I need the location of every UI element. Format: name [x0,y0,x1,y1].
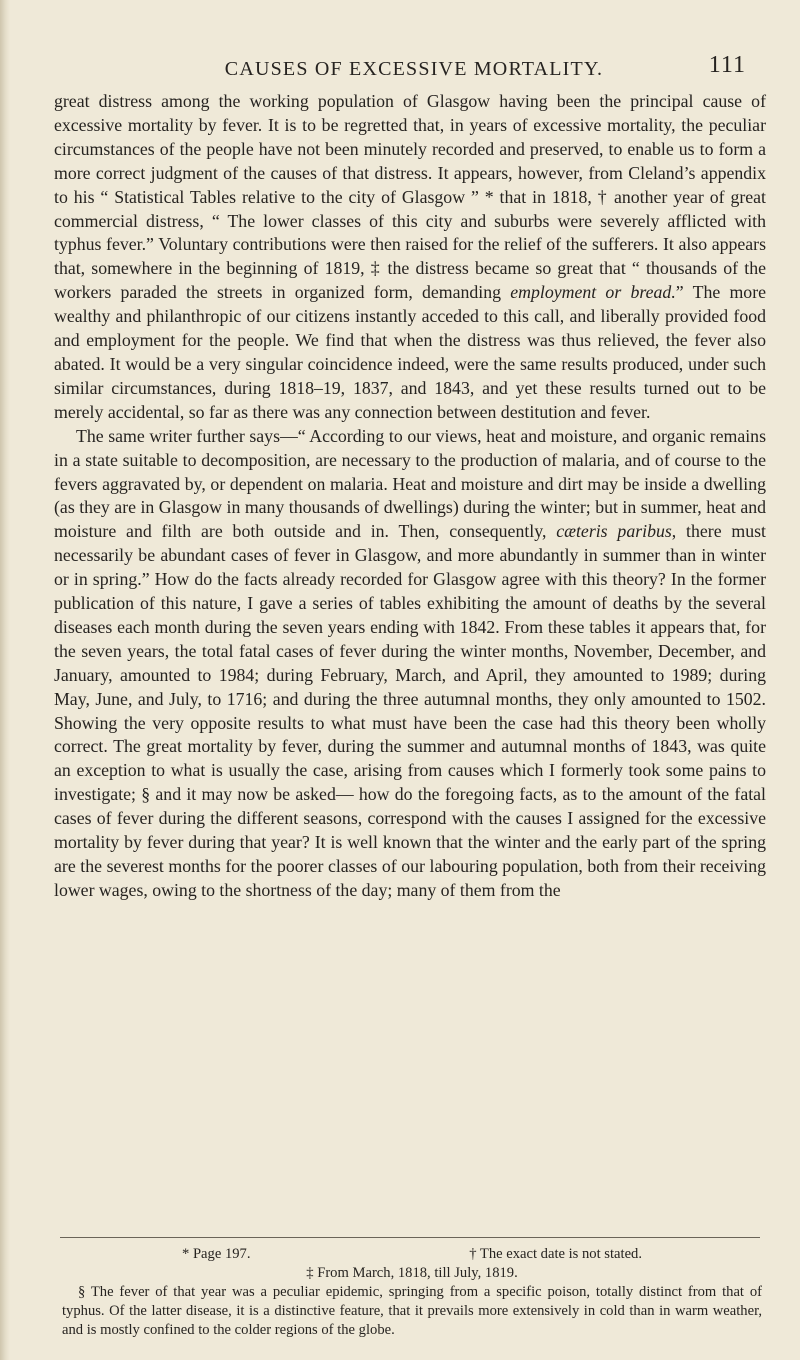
running-title: CAUSES OF EXCESSIVE MORTALITY. [224,58,604,80]
paragraph-2-italic-latin: cæteris paribus [556,521,672,542]
paragraph-2-text-b: , there must necessarily be abundant cases of fever in Glasgow, and more abundantly in summer than in winter or in spring.” How do the facts already recorded for Glasgow agree with this theory? In the former publication of this nature, I gave a series of tables exhibiting the amount of deaths by the several diseases each month during the seven years ending with 1842. From these tables it appears that, for the seven years, the total fatal cases of fever during the winter months, November, December, and January, amounted to 1984; during February, March, and April, they amounted to 1989; during May, June, and July, to 1716; and during the three autumnal months, they only amounted to 1502. Showing the very opposite results to what must have been the case had this theory been wholly correct. The great mortality by fever, during the summer and autumnal months of 1843, was quite an exception to what is usually the case, arising from causes which I formerly took some pains to investigate; § and it may now be asked— how do the foregoing facts, as to the amount of the fatal cases of fever during the different seasons, correspond with the causes I assigned for the excessive mortality by fever during that year? It is well known that the winter and the early part of the spring are the severest months for the poorer classes of our labouring population, both from their receiving lower wages, owing to the shortness of the day; many of them from the [54,521,767,900]
footnote-double-dagger: ‡ From March, 1818, till July, 1819. [306,1265,518,1281]
footnote-rule [60,1237,760,1238]
paragraph-1-italic-demand: employment or bread. [510,282,676,303]
footnote-row-1 [62,1245,762,1264]
page-edge-shadow [0,0,10,1360]
paragraph-1-text-b: ” The more wealthy and philanthropic of our citizens instantly acceded to this call, and liberally provided food and employment for the people. We find that when the distress was thus relieved, the fever also abated. It would be a very singular coincidence indeed, were the same results produced, under such similar circumstances, during 1818–19, 1837, and 1843, and yet these results turned out to be merely accidental, so far as there was any connection between destitution and fever. [54,282,767,422]
paragraph-2 [54,425,766,903]
paragraph-1-text-a: great distress among the working population of Glasgow having been the principal cause of excessive mortality by fever. It is to be regretted that, in years of excessive mortality, the peculiar circumstances of the people have not been minutely recorded and preserved, to enable us to form a more correct judgment of the causes of that distress. It appears, however, from Cleland’s appendix to his “ Statistical Tables relative to the city of Glasgow ” * that in 1818, † another year of great commercial distress, “ The lower classes of this city and suburbs were severely afflicted with typhus fever.” Voluntary contributions were then raised for the relief of the sufferers. It also appears that, somewhere in the beginning of 1819, ‡ the distress became so great that “ thousands of the workers paraded the streets in organized form, demanding [54,91,766,303]
footnotes [62,1245,762,1340]
footnote-dagger: † The exact date is not stated. [469,1246,642,1262]
paragraph-1 [54,90,766,425]
paragraph-2-text-a: The same writer further says—“ According to our views, heat and moisture, and organic remains in a state suitable to decomposition, are necessary to the production of malaria, and of course to the fevers aggravated by, or dependent on malaria. Heat and moisture and dirt may be inside a dwelling (as they are in Glasgow in many thousands of dwellings) during the winter; but in summer, heat and moisture and filth are both outside and in. Then, consequently, [54,425,766,542]
footnote-star: * Page 197. [182,1246,251,1262]
body-text [54,90,766,903]
footnote-section: § The fever of that year was a peculiar epidemic, springing from a specific poison, totally distinct from that of typhus. Of the latter disease, it is a distinctive feature, that it prevails more extensively in cold than in warm weather, and is mostly confined to the colder regions of the globe. [62,1284,762,1338]
page-number: 111 [708,52,746,78]
running-head [72,52,756,88]
